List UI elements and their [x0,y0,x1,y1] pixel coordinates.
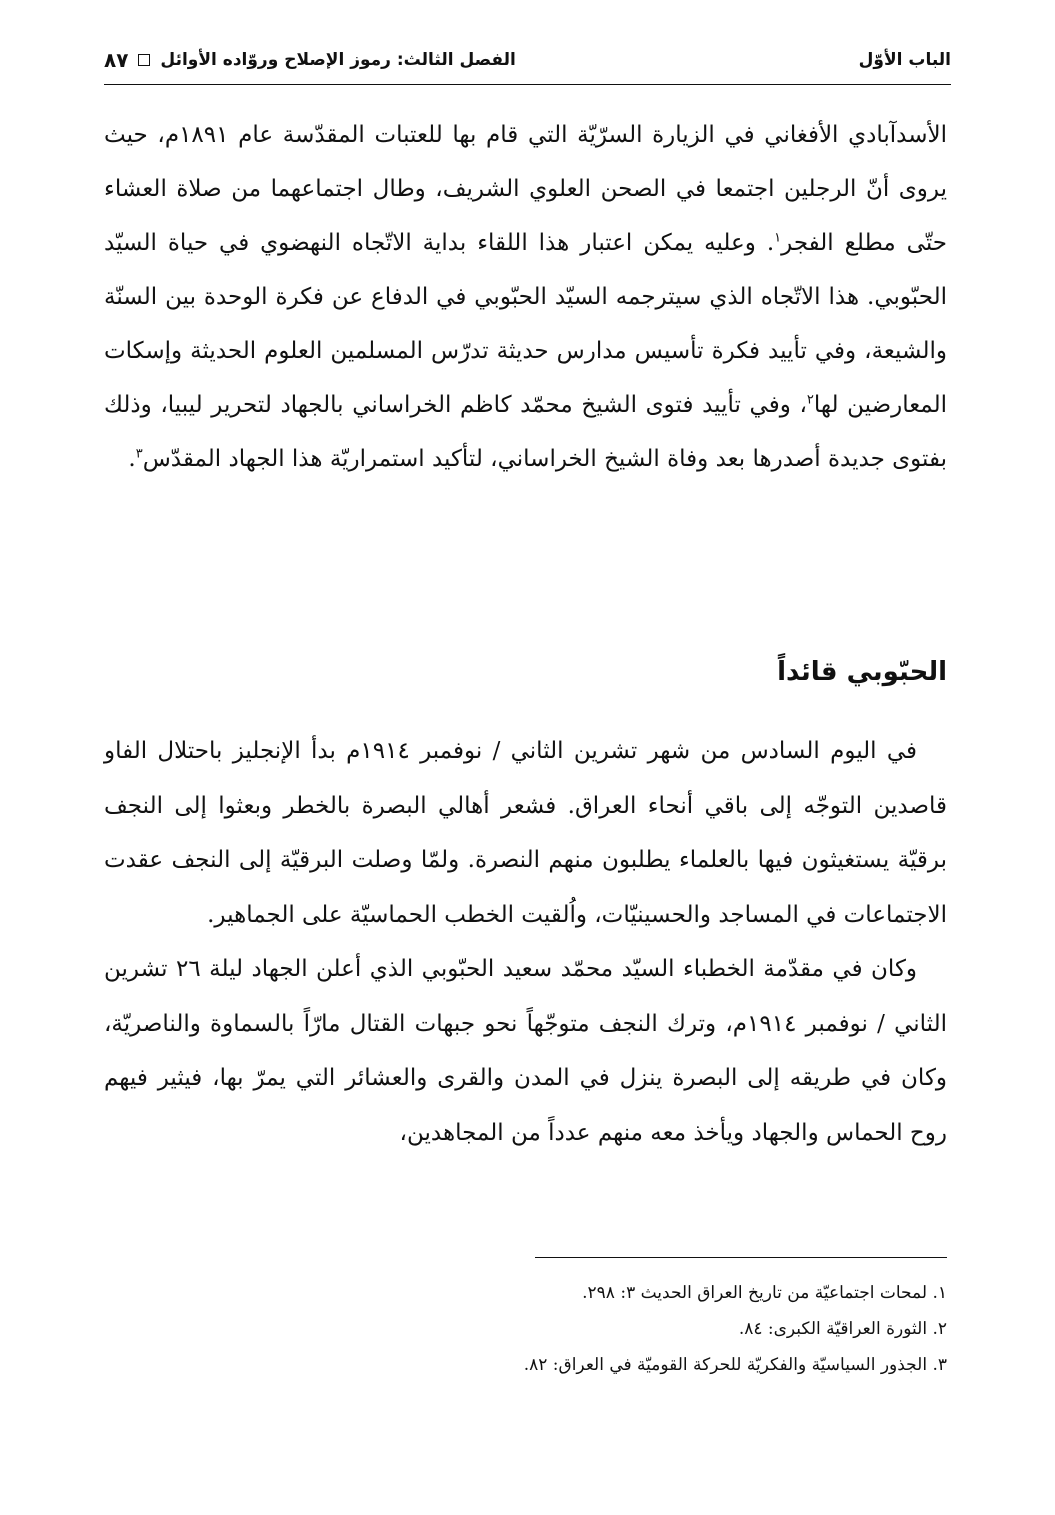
section-heading: الحبّوبي قائداً [777,657,947,687]
section-paragraph-1: في اليوم السادس من شهر تشرين الثاني / نوفمبر ١٩١٤م بدأ الإنجليز باحتلال الفاو قاصدين التوجّه إلى باقي أنحاء العراق. فشعر أهالي البصرة بالخطر وبعثوا إلى النجف برقيّة يستغيثون فيها بالعلماء يطلبون منهم النصرة. ولمّا وصلت البرقيّة إلى النجف عقدت الاجتماعات في المساجد والحسينيّات، واُلقيت الخطب الحماسيّة على الجماهير. [104,738,947,928]
section-title: الفصل الثالث: رموز الإصلاح وروّاده الأوائل [160,50,516,70]
footnote-1: ١. لمحات اجتماعيّة من تاريخ العراق الحديث ٣: ٢٩٨. [582,1283,947,1303]
intro-part-4: . [128,446,136,472]
footnote-2: ٢. الثورة العراقيّة الكبرى: ٨٤. [738,1319,947,1339]
header-rule [104,84,951,85]
footnote-ref-1: ١ [774,230,782,246]
footnote-ref-2: ٢ [806,392,814,408]
section-paragraph-2: وكان في مقدّمة الخطباء السيّد محمّد سعيد الحبّوبي الذي أعلن الجهاد ليلة ٢٦ تشرين الثاني / نوفمبر ١٩١٤م، وترك النجف متوجّهاً نحو جبهات القتال مارّاً بالسماوة والناصريّة، وكان في طريقه إلى البصرة ينزل في المدن والقرى والعشائر التي يمرّ بها، فيثير فيهم روح الحماس والجهاد ويأخذ معه منهم عدداً من المجاهدين، [104,956,947,1146]
square-ornament-icon [138,54,150,66]
footnote-ref-3: ٣ [135,446,143,462]
intro-paragraph [104,108,947,486]
intro-paragraph-text [104,108,947,486]
running-header [104,40,951,80]
chapter-title: الباب الأوّل [858,50,951,70]
page-number: ٨٧ [104,48,129,72]
intro-part-1: الأسدآبادي الأفغاني في الزيارة السرّيّة التي قام بها للعتبات المقدّسة عام ١٨٩١م، حيث يروى أنّ الرجلين اجتمعا في الصحن العلوي الشريف، وطال اجتماعهما من صلاة العشاء حتّى مطلع الفجر [104,122,948,256]
section-body [104,724,947,1160]
footnote-3: ٣. الجذور السياسيّة والفكريّة للحركة القوميّة في العراق: ٨٢. [523,1355,947,1375]
header-left-group [104,48,516,72]
footnotes [104,1275,947,1383]
intro-part-2: . وعليه يمكن اعتبار هذا اللقاء بداية الاتّجاه النهضوي في حياة السيّد الحبّوبي. هذا الاتّجاه الذي سيترجمه السيّد الحبّوبي في الدفاع عن فكرة الوحدة بين السنّة والشيعة، وفي تأييد فكرة تأسيس مدارس حديثة تدرّس المسلمين العلوم الحديثة وإسكات المعارضين لها [104,230,947,418]
intro-part-3: ، وفي تأييد فتوى الشيخ محمّد كاظم الخراساني بالجهاد لتحرير ليبيا، وذلك بفتوى جديدة أصدرها بعد وفاة الشيخ الخراساني، لتأكيد استمراريّة هذا الجهاد المقدّس [104,392,947,472]
footnote-rule [535,1257,947,1258]
